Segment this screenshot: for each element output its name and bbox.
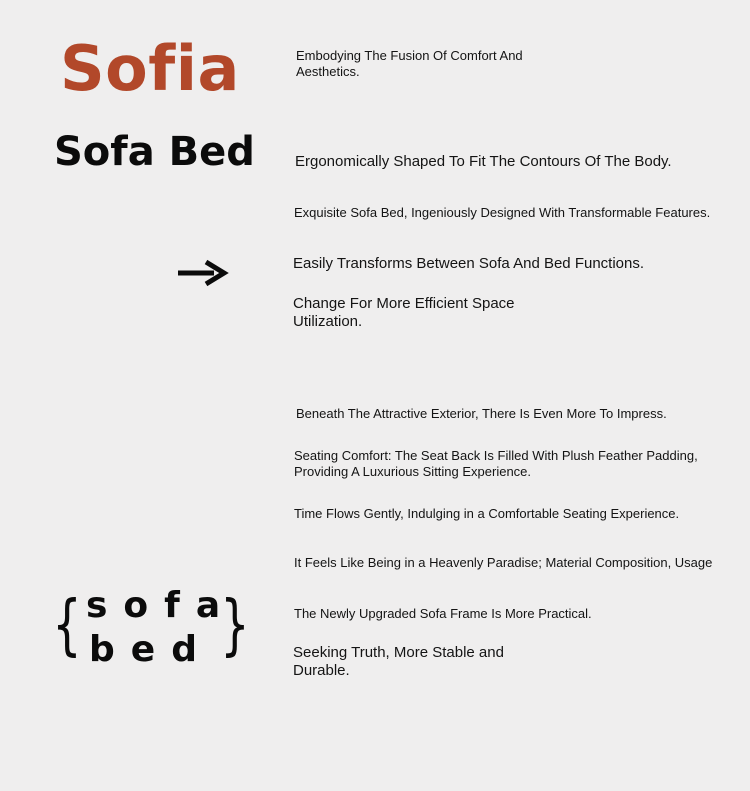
feature-line: Time Flows Gently, Indulging in a Comfortable Seating Experience. [294,506,680,521]
feature-line: Change For More Efficient Space [293,295,515,312]
feature-text-1 [296,48,523,81]
logo-close-brace: } [220,586,250,663]
feature-line: Durable. [293,662,350,679]
logo-word-bed: bed [89,629,213,670]
feature-line: Ergonomically Shaped To Fit The Contours Of The Body. [295,153,672,170]
feature-text-4 [293,255,644,274]
feature-line: Beneath The Attractive Exterior, There Is Even More To Impress. [296,406,667,421]
feature-line: Providing A Luxurious Sitting Experience. [294,464,532,479]
feature-line: Exquisite Sofa Bed, Ingeniously Designed With Transformable Features. [294,205,711,220]
feature-text-6 [296,406,667,422]
feature-line: Seeking Truth, More Stable and [293,644,504,661]
sofa-bed-logo [52,585,250,676]
feature-text-3 [294,205,710,221]
logo-word-sofa: sofa [86,585,237,626]
feature-text-2 [295,153,672,172]
feature-line: Aesthetics. [296,64,360,80]
feature-text-11 [293,644,504,680]
right-arrow-icon [176,256,230,290]
brand-title: Sofia [60,32,240,105]
logo-open-brace: { [52,586,82,663]
feature-text-5 [293,295,515,331]
feature-line: Embodying The Fusion Of Comfort And [296,48,523,63]
feature-line: Easily Transforms Between Sofa And Bed Functions. [293,255,645,272]
feature-line: The Newly Upgraded Sofa Frame Is More Practical. [294,606,592,621]
feature-line: It Feels Like Being in a Heavenly Paradise; Material Composition, Usage [294,555,713,570]
feature-text-10 [294,606,592,622]
feature-text-9 [294,555,712,571]
feature-line: Utilization. [293,313,363,330]
feature-text-7 [294,448,698,480]
product-name: Sofa Bed [54,129,255,175]
feature-text-8 [294,506,679,522]
feature-line: Seating Comfort: The Seat Back Is Filled With Plush Feather Padding, [294,448,698,463]
